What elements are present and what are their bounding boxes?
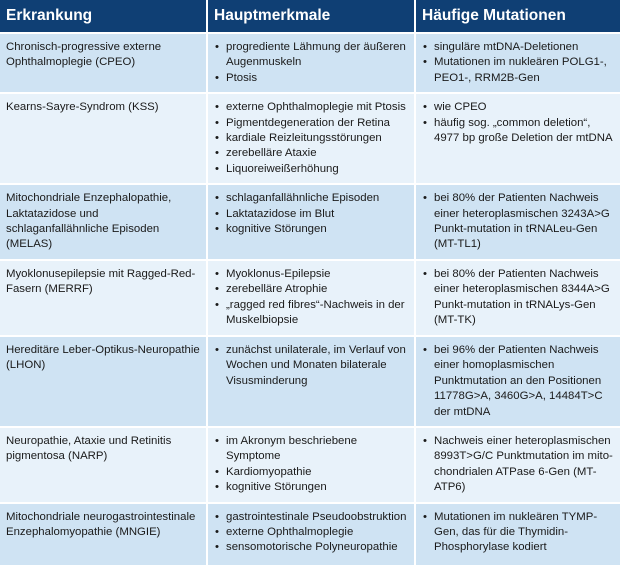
disease-cell	[0, 92, 206, 183]
disease-name: Kearns-Sayre-Syndrom (KSS)	[6, 101, 159, 114]
mutation-item: • Mutationen im nukleären TYMP-Gen, das für die Thymidin-Phosphorylase kodiert	[422, 510, 616, 556]
mutations-cell-list	[422, 267, 616, 329]
feature-item: • Myoklonus-Epilepsie	[214, 267, 410, 282]
mutations-cell	[414, 32, 620, 92]
disease-name: Mitochondriale Enzephalopathie, Laktatazidose und schlaganfallähnliche Episoden (MELAS)	[6, 192, 172, 251]
mutation-item: • bei 80% der Patienten Nachweis einer heteroplasmischen 8344A>G Punkt-mutation in tRNALys-Gen (MT-TK)	[422, 267, 616, 329]
mutation-item: • singuläre mtDNA-Deletionen	[422, 40, 616, 55]
disease-name: Mitochondriale neurogastrointestinale Enzephalomyopathie (MNGIE)	[6, 510, 196, 538]
mutation-item: • Mutationen im nukleären POLG1-, PEO1-, RRM2B-Gen	[422, 55, 616, 86]
disease-name: Hereditäre Leber-Optikus-Neuropathie (LHON)	[6, 343, 200, 372]
feature-item: • Liquoreiweißerhöhung	[214, 162, 410, 177]
features-cell-list	[214, 343, 410, 389]
mutations-cell	[414, 92, 620, 183]
disease-name: Chronisch-progressive externe Ophthalmoplegie (CPEO)	[6, 41, 162, 69]
features-cell-list	[214, 191, 410, 237]
features-cell-list	[214, 510, 410, 556]
disease-cell	[0, 502, 206, 565]
features-cell	[206, 92, 414, 183]
feature-item: • externe Ophthalmoplegie	[214, 525, 410, 540]
features-cell-list	[214, 267, 410, 329]
table-row	[0, 92, 620, 183]
feature-item: • Ptosis	[214, 71, 410, 86]
mutations-cell-list	[422, 40, 616, 86]
mutations-cell	[414, 502, 620, 565]
table-row	[0, 183, 620, 259]
mutation-item: • bei 80% der Patienten Nachweis einer heteroplasmischen 3243A>G Punkt-mutation in tRNALeu-Gen (MT-TL1)	[422, 191, 616, 253]
feature-item: • progrediente Lähmung der äußeren Augenmuskeln	[214, 40, 410, 71]
feature-item: • zerebelläre Atrophie	[214, 282, 410, 297]
table-row	[0, 426, 620, 502]
header-features: Hauptmerkmale	[206, 0, 414, 32]
feature-item: • kognitive Störungen	[214, 222, 410, 237]
table-row	[0, 502, 620, 565]
header-row	[0, 0, 620, 32]
disease-cell	[0, 335, 206, 426]
disease-cell	[0, 183, 206, 259]
feature-item: • im Akronym beschriebene Symptome	[214, 434, 410, 465]
feature-item: • kardiale Reizleitungsstörungen	[214, 131, 410, 146]
disease-cell	[0, 32, 206, 92]
mutations-cell-list	[422, 100, 616, 146]
features-cell-list	[214, 100, 410, 177]
mutations-cell	[414, 426, 620, 502]
features-cell	[206, 426, 414, 502]
features-cell-list	[214, 434, 410, 496]
table-row	[0, 32, 620, 92]
mutations-cell	[414, 335, 620, 426]
features-cell	[206, 335, 414, 426]
feature-item: • „ragged red fibres“-Nachweis in der Muskelbiopsie	[214, 298, 410, 329]
feature-item: • gastrointestinale Pseudoobstruktion	[214, 510, 410, 525]
feature-item: • Pigmentdegeneration der Retina	[214, 116, 410, 131]
mutations-cell-list	[422, 434, 616, 496]
mutations-cell-list	[422, 343, 616, 420]
feature-item: • zunächst unilaterale, im Verlauf von Wochen und Monaten bilaterale Visusminderung	[214, 343, 410, 389]
feature-item: • schlaganfallähnliche Episoden	[214, 191, 410, 206]
disease-cell	[0, 426, 206, 502]
mutation-item: • Nachweis einer heteroplasmischen 8993T>G/C Punktmutation im mito-chondrialen ATPase 6-Gen (MT-ATP6)	[422, 434, 616, 496]
mutations-cell	[414, 259, 620, 335]
feature-item: • Kardiomyopathie	[214, 465, 410, 480]
features-cell	[206, 32, 414, 92]
disease-name: Neuropathie, Ataxie und Retinitis pigmentosa (NARP)	[6, 434, 172, 463]
feature-item: • externe Ophthalmoplegie mit Ptosis	[214, 100, 410, 115]
disease-name: Myoklonusepilepsie mit Ragged-Red-Fasern (MERRF)	[6, 267, 196, 296]
header-mutations: Häufige Mutationen	[414, 0, 620, 32]
features-cell	[206, 259, 414, 335]
feature-item: • Laktatazidose im Blut	[214, 207, 410, 222]
feature-item: • kognitive Störungen	[214, 480, 410, 495]
mutations-cell-list	[422, 191, 616, 253]
features-cell	[206, 502, 414, 565]
mutations-cell	[414, 183, 620, 259]
feature-item: • zerebelläre Ataxie	[214, 146, 410, 161]
mutation-item: • bei 96% der Patienten Nachweis einer homoplasmischen Punktmutation an den Positionen 11778G>A, 3460G>A, 14484T>C der mtDNA	[422, 343, 616, 420]
header-disease: Erkrankung	[0, 0, 206, 32]
mutation-item: • häufig sog. „common deletion“, 4977 bp große Deletion der mtDNA	[422, 116, 616, 147]
table-row	[0, 335, 620, 426]
mutations-cell-list	[422, 510, 616, 556]
mutation-item: • wie CPEO	[422, 100, 616, 115]
features-cell-list	[214, 40, 410, 86]
table-row	[0, 259, 620, 335]
disease-cell	[0, 259, 206, 335]
features-cell	[206, 183, 414, 259]
feature-item: • sensomotorische Polyneuropathie	[214, 540, 410, 555]
